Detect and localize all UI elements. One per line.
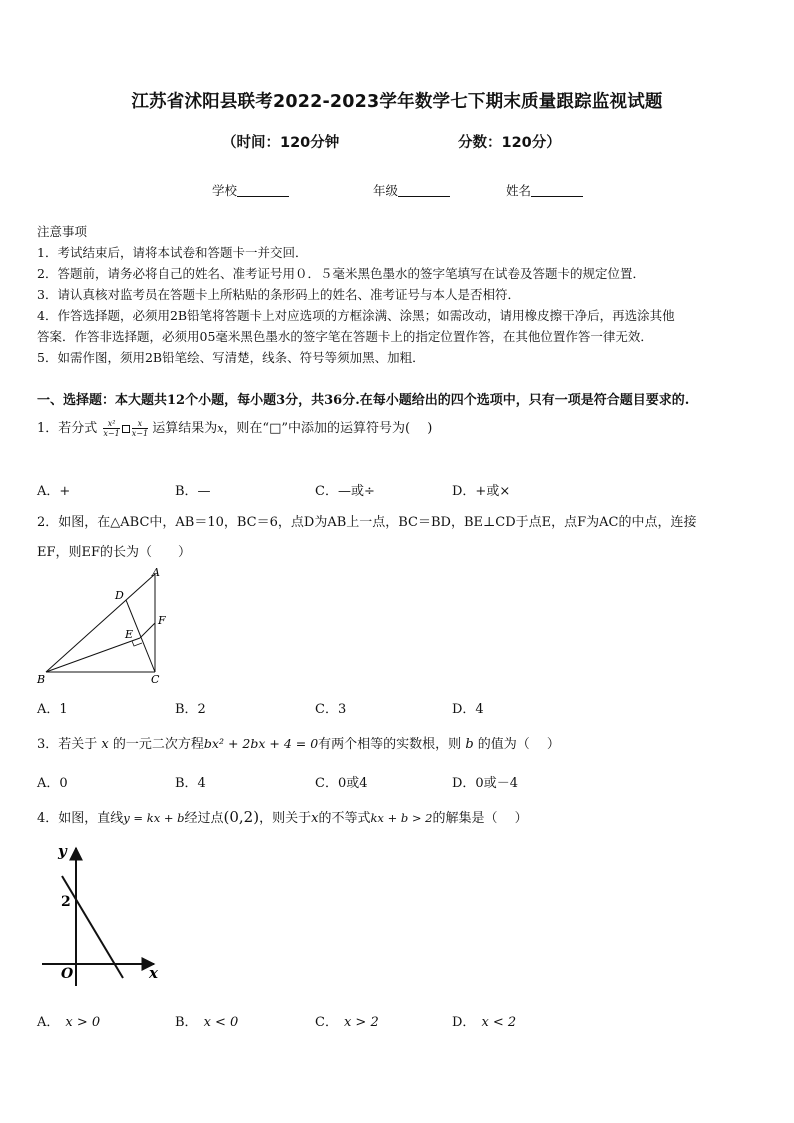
q1-fraction-2 <box>132 419 148 438</box>
q1-fraction-1 <box>103 419 119 438</box>
q1-frac2-num: x <box>132 419 148 429</box>
label-a: A <box>152 566 160 579</box>
section-heading: 一、选择题：本大题共12个小题，每小题3分，共36分.在每小题给出的四个选项中，只有一项是符合题目要求的. <box>37 393 690 408</box>
q1-option-c[interactable]: C．—或÷ <box>315 484 375 499</box>
q1-option-b[interactable]: B．— <box>175 484 211 499</box>
q3-equation: bx² + 2bx + 4 = 0 <box>203 736 319 751</box>
segment-ef <box>140 623 155 638</box>
school-blank <box>237 184 289 197</box>
note-item: 2．答题前，请务必将自己的姓名、准考证号用０．５毫米黑色墨水的签字笔填写在试卷及答题卡的规定位置． <box>37 266 645 281</box>
note-item: 5．如需作图，须用2B铅笔绘、写清楚，线条、符号等须加黑、加粗． <box>37 350 425 365</box>
q4-suffix: 的解集是（ ） <box>432 811 528 826</box>
line-graph-figure <box>36 840 166 990</box>
q1-mid: 运算结果为 <box>152 421 218 436</box>
grade-field <box>373 181 450 199</box>
q4-option-a-letter: A． <box>37 1015 60 1030</box>
q3-option-c[interactable]: C．0或4 <box>315 776 368 791</box>
q4-option-a-expr: x > 0 <box>65 1015 101 1030</box>
label-b: B <box>37 673 46 686</box>
page-title: 江苏省沭阳县联考2022-2023学年数学七下期末质量跟踪监视试题 <box>131 92 663 112</box>
name-field <box>506 181 583 199</box>
q4-line-eq: y = kx + b <box>123 811 185 825</box>
q2-option-d[interactable]: D．4 <box>452 702 484 717</box>
segment-be <box>46 638 140 672</box>
q4-option-a[interactable] <box>37 1011 100 1030</box>
notes-heading: 注意事项 <box>37 224 88 239</box>
note-item: 1．考试结束后，请将本试卷和答题卡一并交回． <box>37 245 308 260</box>
y-axis-label: y <box>58 842 67 860</box>
q3-mid: 的一元二次方程 <box>112 737 204 752</box>
q1-frac1-den: x−1 <box>103 429 120 438</box>
q4-option-c-expr: x > 2 <box>343 1015 379 1030</box>
label-c: C <box>151 673 160 686</box>
q3-suffix: 的值为（ ） <box>477 737 560 752</box>
q4-point: (0,2) <box>223 808 260 826</box>
q1-var: x <box>217 422 224 435</box>
segment-ab <box>46 574 155 672</box>
q4-option-b[interactable] <box>175 1011 238 1030</box>
q2-option-c[interactable]: C．3 <box>315 702 347 717</box>
school-field <box>212 181 289 199</box>
q4-mid2: ，则关于 <box>259 811 312 826</box>
note-item: 答案．作答非选择题，必须用05毫米黑色墨水的签字笔在答题卡上的指定位置作答，在其他位置作答一律无效． <box>37 329 653 344</box>
notes-block <box>37 221 675 368</box>
label-d: D <box>115 589 124 602</box>
q3-prefix: 3．若关于 <box>37 737 98 752</box>
q4-option-d-letter: D． <box>452 1015 476 1030</box>
q4-mid3: 的不等式 <box>318 811 371 826</box>
q3-option-a[interactable]: A．0 <box>37 776 68 791</box>
origin-label: O <box>61 966 74 982</box>
label-f: F <box>158 614 166 627</box>
q2-line-2: EF，则EF的长为（ ） <box>37 545 192 560</box>
name-blank <box>531 184 583 197</box>
grade-label: 年级 <box>373 183 399 198</box>
q4-option-b-letter: B． <box>175 1015 198 1030</box>
q4-option-d[interactable] <box>452 1011 516 1030</box>
exam-time: （时间：120分钟 <box>222 135 340 151</box>
q1-prefix: 1．若分式 <box>37 421 98 436</box>
q2-option-b[interactable]: B．2 <box>175 702 206 717</box>
q1-option-a[interactable]: A．+ <box>37 484 71 499</box>
triangle-figure <box>30 562 180 690</box>
q4-option-b-expr: x < 0 <box>203 1015 239 1030</box>
q4-inequality: kx + b > 2 <box>370 811 433 825</box>
grade-blank <box>398 184 450 197</box>
q3-var2: b <box>465 737 474 752</box>
x-axis-label: x <box>149 964 158 982</box>
question-4 <box>37 807 528 826</box>
operator-box-icon <box>122 425 130 433</box>
y-intercept-label: 2 <box>61 894 71 910</box>
question-3 <box>37 733 560 752</box>
q4-option-c-letter: C． <box>315 1015 338 1030</box>
note-item: 4．作答选择题，必须用2B铅笔将答题卡上对应选项的方框涂满、涂黑；如需改动，请用橡皮擦干净后，再选涂其他 <box>37 308 675 323</box>
q4-var: x <box>311 811 319 826</box>
q3-option-b[interactable]: B．4 <box>175 776 206 791</box>
q1-frac2-den: x−1 <box>131 429 149 438</box>
school-label: 学校 <box>212 183 238 198</box>
q1-suffix: ，则在“□”中添加的运算符号为( ) <box>223 421 433 436</box>
name-label: 姓名 <box>506 183 532 198</box>
q2-line-1: 2．如图，在△ABC中，AB＝10，BC＝6，点D为AB上一点，BC＝BD，BE⊥CD于点E，点F为AC的中点，连接 <box>37 515 697 530</box>
question-1 <box>37 417 432 438</box>
line-y-kx-b <box>62 876 123 978</box>
right-angle-mark <box>132 641 142 646</box>
q4-option-c[interactable] <box>315 1011 379 1030</box>
q4-prefix: 4．如图，直线 <box>37 811 124 826</box>
label-e: E <box>125 628 134 641</box>
q2-option-a[interactable]: A．1 <box>37 702 68 717</box>
q1-frac1-num: x² <box>103 419 119 429</box>
q1-option-d[interactable]: D．+或× <box>452 484 511 499</box>
q4-option-d-expr: x < 2 <box>481 1015 517 1030</box>
q3-option-d[interactable]: D．0或－4 <box>452 776 518 791</box>
exam-score: 分数：120分） <box>458 135 561 151</box>
q4-mid: 经过点 <box>184 811 224 826</box>
q3-var: x <box>101 737 109 752</box>
q3-mid2: 有两个相等的实数根，则 <box>318 737 462 752</box>
note-item: 3．请认真核对监考员在答题卡上所粘贴的条形码上的姓名、准考证号与本人是否相符． <box>37 287 520 302</box>
